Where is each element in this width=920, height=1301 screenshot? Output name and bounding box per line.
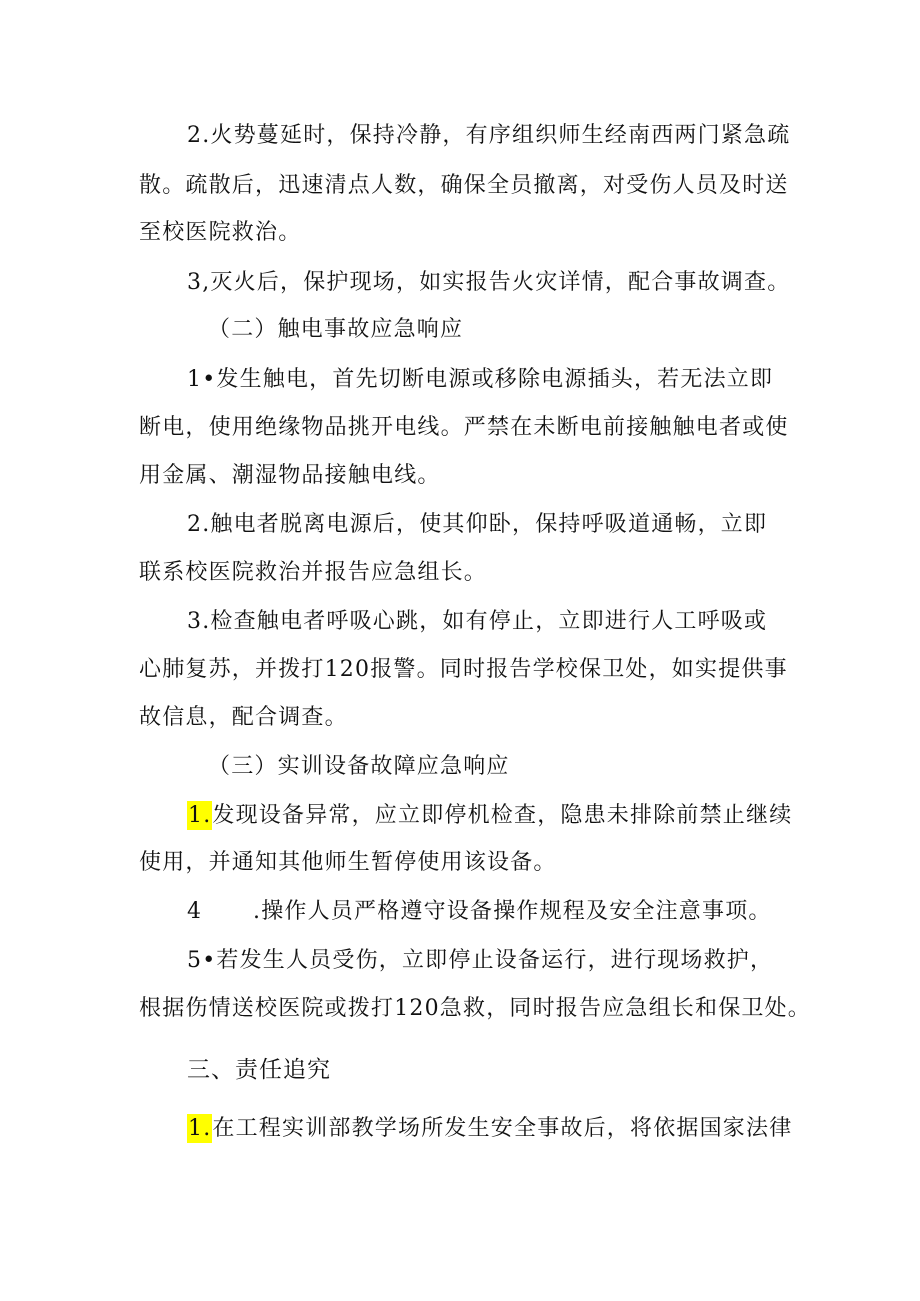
paragraph-line — [187, 1114, 792, 1144]
line-text: 根据伤情送校医院或拨打120急救，同时报告应急组长和保卫处。 — [139, 996, 811, 1021]
paragraph-line — [187, 897, 772, 927]
line-text: 散。疏散后，迅速清点人数，确保全员撤离，对受伤人员及时送 — [139, 173, 789, 198]
item-number: 4 — [187, 899, 203, 924]
paragraph-line — [187, 946, 773, 976]
paragraph-line — [187, 365, 773, 395]
line-text: .操作人员严格遵守设备操作规程及安全注意事项。 — [253, 899, 772, 924]
section-heading — [187, 1055, 331, 1085]
line-text: 3,灭火后，保护现场，如实报告火灾详情，配合事故调查。 — [187, 270, 791, 295]
paragraph-line — [139, 848, 557, 878]
subsection-heading — [208, 315, 463, 345]
line-text: 心肺复苏，并拨打120报警。同时报告学校保卫处，如实提供事 — [139, 657, 788, 682]
paragraph-line — [139, 994, 811, 1024]
line-text: 1•发生触电，首先切断电源或移除电源插头，若无法立即 — [187, 367, 774, 392]
paragraph-line — [187, 268, 790, 298]
paragraph-line — [139, 171, 789, 201]
paragraph-line — [187, 121, 790, 151]
paragraph-line — [187, 801, 792, 831]
paragraph-line — [139, 558, 487, 588]
line-text: 2.触电者脱离电源后，使其仰卧，保持呼吸道通畅，立即 — [187, 512, 768, 537]
line-text: 至校医院救治。 — [139, 220, 302, 245]
subsection-heading — [208, 752, 510, 782]
paragraph-line — [139, 413, 789, 443]
paragraph-line — [139, 218, 301, 248]
line-text: 断电，使用绝缘物品挑开电线。严禁在未断电前接触触电者或使 — [139, 415, 789, 440]
line-text: 使用，并通知其他师生暂停使用该设备。 — [139, 850, 557, 875]
line-text: 联系校医院救治并报告应急组长。 — [139, 560, 488, 585]
heading-text: （三）实训设备故障应急响应 — [208, 754, 510, 779]
line-text: 用金属、潮湿物品接触电线。 — [139, 463, 441, 488]
line-text: 3.检查触电者呼吸心跳，如有停止，立即进行人工呼吸或 — [187, 609, 768, 634]
line-text: 2.火势蔓延时，保持冷静，有序组织师生经南西两门紧急疏 — [187, 123, 791, 148]
line-text: 5•若发生人员受伤，立即停止设备运行，进行现场救护， — [187, 948, 774, 973]
heading-text: （二）触电事故应急响应 — [208, 317, 464, 342]
heading-text: 三、责任追究 — [187, 1057, 331, 1083]
paragraph-line — [187, 510, 767, 540]
paragraph-line — [139, 461, 441, 491]
line-text: 故信息，配合调查。 — [139, 705, 348, 730]
paragraph-line — [139, 703, 348, 733]
highlight-marker: 1. — [188, 803, 212, 828]
paragraph-line — [139, 655, 788, 685]
highlight-marker: 1. — [188, 1116, 212, 1141]
line-text: 发现设备异常，应立即停机检查，隐患未排除前禁止继续 — [212, 803, 793, 828]
paragraph-line — [187, 607, 767, 637]
line-text: 在工程实训部教学场所发生安全事故后，将依据国家法律 — [212, 1116, 793, 1141]
